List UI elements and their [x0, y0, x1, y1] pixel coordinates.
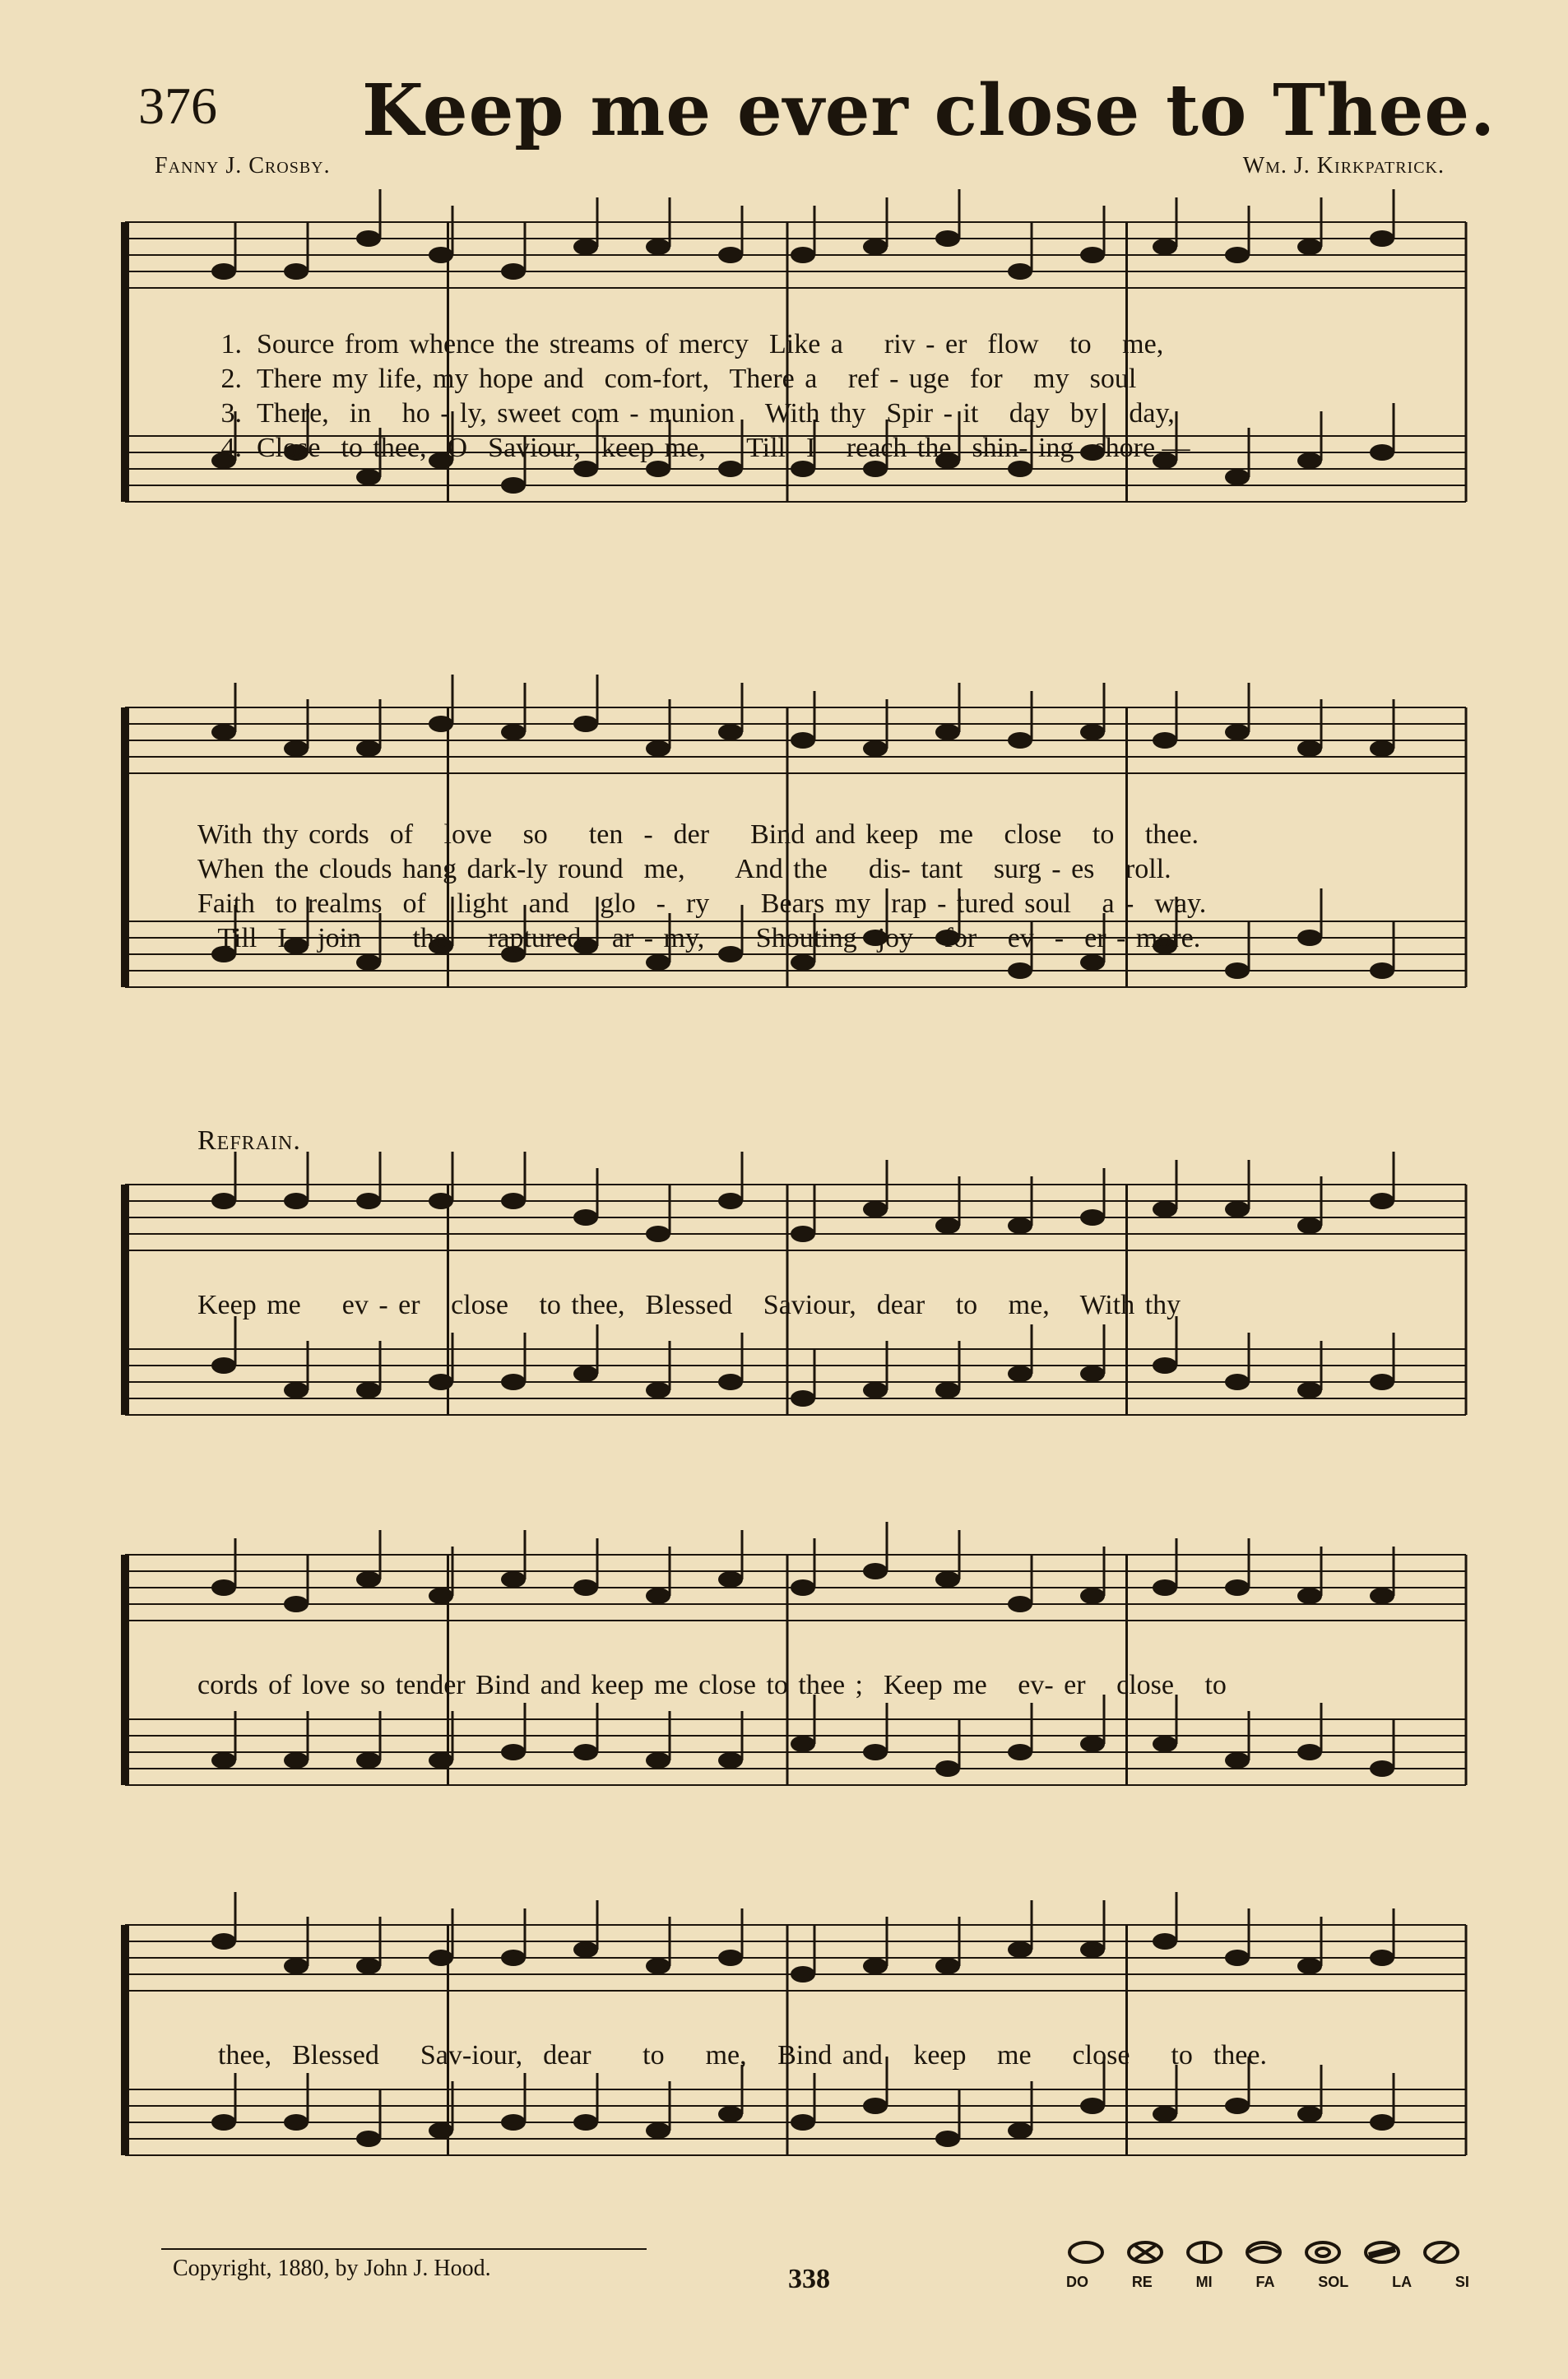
note-head — [573, 2114, 598, 2131]
note-head — [356, 1571, 381, 1588]
note-head — [718, 724, 743, 740]
note-head — [718, 1193, 743, 1209]
note-head — [284, 1596, 308, 1612]
note-head — [284, 1382, 308, 1398]
lyric-text: Close to thee, O Saviour, keep me, Till I reach the shin- ing shore,— — [257, 433, 1190, 463]
note-head — [1370, 1193, 1394, 1209]
note-head — [1080, 1736, 1105, 1752]
note-head — [1008, 1596, 1032, 1612]
copyright-notice: Copyright, 1880, by John J. Hood. — [173, 2256, 491, 2281]
solfege-la: LA — [1392, 2274, 1413, 2290]
solfege-re: RE — [1131, 2274, 1153, 2290]
note-head — [1370, 1950, 1394, 1966]
note-head — [501, 263, 526, 280]
refrain-label: Refrain. — [197, 1125, 301, 1156]
note-head — [356, 1382, 381, 1398]
note-head — [1153, 1579, 1177, 1596]
note-head — [1080, 2098, 1105, 2114]
lyric-line — [197, 854, 1481, 885]
note-head — [501, 1374, 526, 1390]
note-head — [573, 1941, 598, 1958]
lyric-line — [197, 888, 1481, 920]
note-head — [284, 263, 308, 280]
note-head — [863, 1382, 888, 1398]
note-head — [863, 740, 888, 757]
note-head — [1008, 962, 1032, 979]
note-head — [646, 1958, 670, 1974]
note-head — [1297, 1744, 1322, 1760]
hymn-number: 376 — [138, 77, 217, 135]
music-system-5 — [109, 1908, 1474, 2238]
note-head — [1225, 1201, 1250, 1217]
note-head — [573, 1579, 598, 1596]
lyric-line — [197, 819, 1481, 851]
treble-staff — [125, 189, 1466, 288]
bass-staff — [125, 1316, 1466, 1415]
note-head — [429, 1950, 453, 1966]
note-head — [356, 954, 381, 971]
note-head — [284, 740, 308, 757]
shape-note-heads — [1066, 2236, 1469, 2269]
note-head — [1370, 2114, 1394, 2131]
verse-number: 3. — [220, 398, 242, 429]
note-head — [1080, 1209, 1105, 1226]
solfege-do: DO — [1066, 2274, 1088, 2290]
note-head — [718, 247, 743, 263]
note-head — [1297, 239, 1322, 255]
note-head — [356, 2131, 381, 2147]
lyric-line — [197, 923, 1481, 954]
note-head — [863, 239, 888, 255]
note-head — [863, 2098, 888, 2114]
note-head — [646, 954, 670, 971]
lyric-text: There, in ho - ly, sweet com - munion With thy Spir - it day by day, — [257, 398, 1175, 429]
treble-staff — [125, 1152, 1466, 1250]
footer-rule — [161, 2248, 647, 2250]
music-notation — [109, 1168, 1474, 1497]
music-notation — [109, 1538, 1474, 1867]
note-head — [1225, 724, 1250, 740]
lyric-text: With thy cords of love so ten - der Bind and keep me close to thee. — [197, 819, 1199, 850]
note-head — [1008, 1941, 1032, 1958]
note-head — [646, 239, 670, 255]
note-head — [1153, 1736, 1177, 1752]
hymn-title: Keep me ever close to Thee. — [362, 69, 1496, 152]
lyric-line — [189, 329, 1473, 360]
note-head — [1297, 740, 1322, 757]
verse-number: 2. — [220, 364, 242, 394]
music-notation — [109, 1908, 1474, 2238]
note-head — [935, 1217, 960, 1234]
note-head — [284, 1193, 308, 1209]
note-head — [501, 477, 526, 494]
note-head — [1153, 2106, 1177, 2122]
music-system-4 — [109, 1538, 1474, 1867]
note-head — [356, 469, 381, 485]
note-head — [1008, 263, 1032, 280]
bass-staff — [125, 1695, 1466, 1785]
note-head — [284, 2114, 308, 2131]
note-head — [646, 1226, 670, 1242]
note-head — [1153, 732, 1177, 749]
note-head — [718, 1571, 743, 1588]
note-head — [573, 1744, 598, 1760]
note-head — [429, 1374, 453, 1390]
note-head — [501, 1193, 526, 1209]
note-head — [1225, 962, 1250, 979]
note-head — [1008, 1366, 1032, 1382]
note-head — [501, 2114, 526, 2131]
lyric-line — [197, 1670, 1481, 1701]
note-head — [501, 1744, 526, 1760]
page-number: 338 — [788, 2264, 830, 2294]
note-head — [1080, 724, 1105, 740]
note-head — [501, 1950, 526, 1966]
note-head — [1297, 2106, 1322, 2122]
note-head — [573, 1209, 598, 1226]
lyric-text: There my life, my hope and com-fort, There a ref - uge for my soul — [257, 364, 1137, 394]
note-head — [646, 1382, 670, 1398]
note-head — [356, 230, 381, 247]
verse-number: 4. — [220, 433, 242, 463]
lyric-line — [197, 1290, 1481, 1321]
note-head — [1080, 1366, 1105, 1382]
solfege-sol: SOL — [1318, 2274, 1349, 2290]
note-head — [1370, 962, 1394, 979]
note-head — [646, 740, 670, 757]
note-head — [646, 1588, 670, 1604]
note-head — [718, 2106, 743, 2122]
note-head — [1153, 1201, 1177, 1217]
note-head — [646, 1752, 670, 1769]
note-head — [429, 1752, 453, 1769]
lyricist-credit: Fanny J. Crosby. — [155, 153, 331, 179]
treble-staff — [125, 1892, 1466, 1991]
lyric-text: thee, Blessed Sav-iour, dear to me, Bind and keep me close to thee. — [197, 2040, 1267, 2071]
bass-staff — [125, 2057, 1466, 2155]
note-head — [935, 2131, 960, 2147]
note-head — [1225, 1374, 1250, 1390]
note-head — [1153, 239, 1177, 255]
music-system-3 — [109, 1168, 1474, 1497]
music-notation — [109, 189, 1474, 601]
note-head — [211, 1357, 236, 1374]
note-head — [1297, 1217, 1322, 1234]
note-head — [1008, 1217, 1032, 1234]
lyric-text: When the clouds hang dark-ly round me, And the dis- tant surg - es roll. — [197, 854, 1171, 884]
lyric-text: Source from whence the streams of mercy Like a riv - er flow to me, — [257, 329, 1164, 359]
note-head — [718, 1950, 743, 1966]
note-head — [573, 716, 598, 732]
solfege-si: SI — [1454, 2274, 1469, 2290]
note-head — [791, 732, 815, 749]
note-head — [935, 1382, 960, 1398]
note-head — [863, 1958, 888, 1974]
lyric-line — [189, 433, 1473, 464]
note-head — [791, 954, 815, 971]
note-head — [1080, 247, 1105, 263]
note-head — [211, 1193, 236, 1209]
verse-number: 1. — [220, 329, 242, 359]
note-head — [211, 1579, 236, 1596]
note-head — [211, 1752, 236, 1769]
lyric-line — [189, 364, 1473, 395]
note-head — [1225, 1579, 1250, 1596]
note-head — [1080, 1941, 1105, 1958]
note-head — [1297, 1382, 1322, 1398]
note-head — [863, 1201, 888, 1217]
note-head — [284, 1752, 308, 1769]
note-head — [1370, 740, 1394, 757]
note-head — [1297, 1958, 1322, 1974]
note-head — [1225, 2098, 1250, 2114]
lyric-text: Faith to realms of light and glo - ry Bears my rap - tured soul a - way. — [197, 888, 1207, 919]
note-head — [1370, 1760, 1394, 1777]
note-head — [1370, 230, 1394, 247]
lyric-line — [189, 398, 1473, 429]
note-head — [211, 724, 236, 740]
note-head — [791, 1579, 815, 1596]
note-head — [1225, 1950, 1250, 1966]
note-head — [429, 1588, 453, 1604]
note-head — [1008, 1744, 1032, 1760]
note-head — [211, 263, 236, 280]
treble-staff — [125, 1522, 1466, 1621]
music-system-2 — [109, 675, 1474, 1086]
lyric-text: cords of love so tender Bind and keep me close to thee ; Keep me ev- er close to — [197, 1670, 1227, 1700]
note-head — [1080, 1588, 1105, 1604]
note-head — [1370, 1374, 1394, 1390]
note-head — [429, 1193, 453, 1209]
note-head — [1153, 1933, 1177, 1950]
note-head — [1370, 1588, 1394, 1604]
lyric-line — [197, 2040, 1481, 2071]
note-head — [429, 2122, 453, 2139]
note-head — [501, 1571, 526, 1588]
solfege-labels — [1066, 2274, 1469, 2291]
note-head — [1080, 954, 1105, 971]
note-head — [1297, 1588, 1322, 1604]
treble-staff — [125, 675, 1466, 773]
solfege-fa: FA — [1255, 2274, 1275, 2290]
note-head — [211, 2114, 236, 2131]
note-head — [935, 1571, 960, 1588]
note-head — [356, 740, 381, 757]
music-system-1 — [109, 189, 1474, 601]
note-head — [791, 1226, 815, 1242]
note-head — [429, 716, 453, 732]
note-head — [935, 230, 960, 247]
note-head — [429, 247, 453, 263]
note-head — [791, 247, 815, 263]
note-head — [356, 1193, 381, 1209]
note-head — [356, 1752, 381, 1769]
note-head — [573, 239, 598, 255]
note-head — [718, 1752, 743, 1769]
note-head — [1225, 1752, 1250, 1769]
lyric-text: Till I join the raptured ar - my, Shouting joy for ev - er - more. — [197, 923, 1201, 953]
note-head — [1008, 732, 1032, 749]
note-head — [935, 1760, 960, 1777]
note-head — [284, 1958, 308, 1974]
solfege-mi: MI — [1195, 2274, 1213, 2290]
note-head — [646, 2122, 670, 2139]
note-head — [1225, 247, 1250, 263]
note-head — [791, 2114, 815, 2131]
note-head — [791, 1736, 815, 1752]
note-head — [935, 1958, 960, 1974]
note-head — [1153, 1357, 1177, 1374]
note-head — [718, 1374, 743, 1390]
note-head — [1008, 2122, 1032, 2139]
note-head — [356, 1958, 381, 1974]
note-head — [573, 1366, 598, 1382]
note-head — [501, 724, 526, 740]
note-head — [1225, 469, 1250, 485]
note-head — [791, 1390, 815, 1407]
note-head — [935, 724, 960, 740]
lyric-text: Keep me ev - er close to thee, Blessed Saviour, dear to me, With thy — [197, 1290, 1181, 1320]
note-head — [791, 1966, 815, 1982]
note-head — [211, 1933, 236, 1950]
note-head — [863, 1744, 888, 1760]
note-head — [863, 1563, 888, 1579]
composer-credit: Wm. J. Kirkpatrick. — [1242, 153, 1445, 179]
